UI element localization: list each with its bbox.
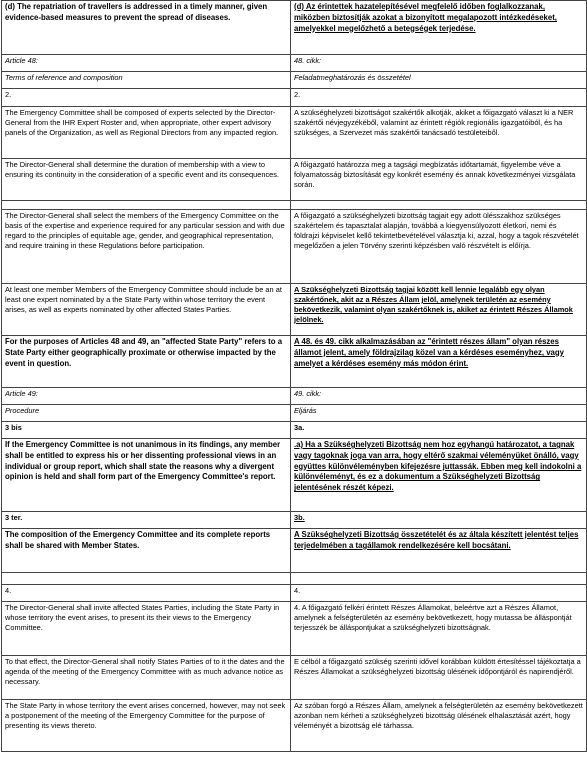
english-cell: Terms of reference and composition [2,72,291,89]
table-row [2,585,587,602]
english-cell: Procedure [2,405,291,422]
english-cell: Article 49: [2,388,291,405]
hungarian-cell: A Szükséghelyzeti Bizottság tagjai között kell lennie legalább egy olyan szakértőnek, akit az a Részes Állam jelöl, amelynek területén az esemény bekövetkezik, valamint olyan szakértőknek is, akiket az érintett Részes Államok jelölnek. [291,284,587,336]
english-cell: For the purposes of Articles 48 and 49, an "affected State Party" refers to a State Party either geographically proximate or otherwise impacted by the event in question. [2,336,291,388]
hungarian-cell: .a) Ha a Szükséghelyzeti Bizottság nem hoz egyhangú határozatot, a tagnak vagy tagoknak joga van arra, hogy eltérő szakmai véleményüket önálló, vagy együttes különvéleményben kifejezésre juttassák. Ebben meg kell indokolni a különvéleményt, és ez a dokumentum a Szükséghelyzeti Bizottság jelentésének részét képezi. [291,439,587,512]
english-cell: 4. [2,585,291,602]
english-cell: (d) The repatriation of travellers is addressed in a timely manner, given evidence-based measures to prevent the spread of diseases. [2,1,291,55]
english-cell: The composition of the Emergency Committee and its complete reports shall be shared with Member States. [2,529,291,573]
hungarian-cell: A főigazgató határozza meg a tagsági megbízatás időtartamát, figyelembe véve a folyamatosság biztosítását egy konkrét esemény és annak következményei vizsgálata során. [291,159,587,201]
table-row [2,388,587,405]
table-row [2,55,587,72]
english-cell: 2. [2,89,291,107]
english-cell: The Director-General shall determine the duration of membership with a view to ensuring its continuity in the consideration of a specific event and its consequences. [2,159,291,201]
english-cell: The Director-General shall invite affected States Parties, including the State Party in whose territory the event arises, to present its their views to the Emergency Committee. [2,602,291,656]
table-row [2,656,587,700]
table-row [2,439,587,512]
hungarian-cell: 2. [291,89,587,107]
hungarian-cell: 49. cikk: [291,388,587,405]
table-row [2,159,587,201]
english-cell: 3 ter. [2,512,291,529]
hungarian-cell: 3a. [291,422,587,439]
table-row [2,602,587,656]
table-row [2,529,587,573]
english-cell: If the Emergency Committee is not unanimous in its findings, any member shall be entitled to express his or her dissenting professional views in an individual or group report, which shall state the reasons why a divergent opinion is held and shall form part of the Emergency Committee's report. [2,439,291,512]
english-cell: The State Party in whose territory the event arises concerned, however, may not seek a postponement of the meeting of the Emergency Committee for the purpose of presenting its views thereto. [2,700,291,752]
parallel-text-table [1,0,587,752]
hungarian-cell: E célból a főigazgató szükség szerinti idővel korábban küldött értesítéssel tájékoztatja a Részes Államokat a szükséghelyzeti bizottság ülésének időpontjáról és napirendjéről. [291,656,587,700]
table-row [2,512,587,529]
table-row [2,284,587,336]
hungarian-cell: Eljárás [291,405,587,422]
row-spacer [2,201,587,210]
english-cell: 3 bis [2,422,291,439]
hungarian-cell: 4. A főigazgató felkéri érintett Részes Államokat, beleértve azt a Részes Államot, amelynek a felségterületén az esemény bekövetkezett, hogy mutassa be álláspontját terjesszék be álláspontjukat a szükséghelyzeti bizottságnak. [291,602,587,656]
english-cell: To that effect, the Director-General shall notify States Parties of to it the dates and the agenda of the meeting of the Emergency Committee with as much advance notice as necessary. [2,656,291,700]
hungarian-cell: 4. [291,585,587,602]
row-spacer [2,573,587,585]
english-cell: The Emergency Committee shall be composed of experts selected by the Director-General from the IHR Expert Roster and, when appropriate, other expert advisory panels of the Organization, as well as Regional Directors from any impacted region. [2,107,291,159]
hungarian-cell: Feladatmeghatározás és összetétel [291,72,587,89]
table-row [2,700,587,752]
hungarian-cell: 3b. [291,512,587,529]
table-row [2,1,587,55]
table-row [2,210,587,284]
hungarian-cell: (d) Az érintettek hazatelepítésével megfelelő időben foglalkozzanak, miközben biztosítják azokat a bizonyított megalapozott intézkedéseket, amelyekkel megelőzhető a betegségek terjedése. [291,1,587,55]
hungarian-cell: A Szükséghelyzeti Bizottság összetételét és az általa készített jelentést teljes terjedelmében a tagállamok rendelkezésére kell bocsátani. [291,529,587,573]
english-cell: At least one member Members of the Emergency Committee should include be an at least one expert nominated by a the State Party within whose territory the event arises, as well as experts nominated by other affected States Parties. [2,284,291,336]
hungarian-cell: 48. cikk: [291,55,587,72]
table-row [2,89,587,107]
table-row [2,72,587,89]
hungarian-cell: Az szóban forgó a Részes Állam, amelynek a felségterületén az esemény bekövetkezett azonban nem kérheti a szükséghelyzeti bizottság ülésének elhalasztását azért, hogy véleményét a bizottság elé tárhassa. [291,700,587,752]
english-cell: Article 48: [2,55,291,72]
table-row [2,422,587,439]
hungarian-cell: A szükséghelyzeti bizottságot szakértők alkotják, akiket a főigazgató választ ki a NER szakértői névjegyzékéből, valamint az érintett régiók regionális igazgatóiból, és ha szükséges, a Szervezet más szakértői tanácsadó testületeiből. [291,107,587,159]
table-row [2,405,587,422]
table-row [2,336,587,388]
english-cell: The Director-General shall select the members of the Emergency Committee on the basis of the expertise and experience required for any particular session and with due regard to the principles of equitable age, gender, and geographical representation, and require training in these Regulations before participation. [2,210,291,284]
hungarian-cell: A 48. és 49. cikk alkalmazásában az "érintett részes állam" olyan részes államot jelent, amely földrajzilag közel van a kérdéses eseményhez, vagy amelyet a kérdéses esemény más módon érint. [291,336,587,388]
table-row [2,107,587,159]
hungarian-cell: A főigazgató a szükséghelyzeti bizottság tagjait egy adott ülésszakhoz szükséges szakértelem és tapasztalat alapján, továbbá a kiegyensúlyozott életkori, nemi és földrajzi képviselet kellő tekintetbevételével választja ki, azzal, hogy a tagok részvételét megelőzően a jelen Törvény szerinti képzésben való részvételt is előírja. [291,210,587,284]
